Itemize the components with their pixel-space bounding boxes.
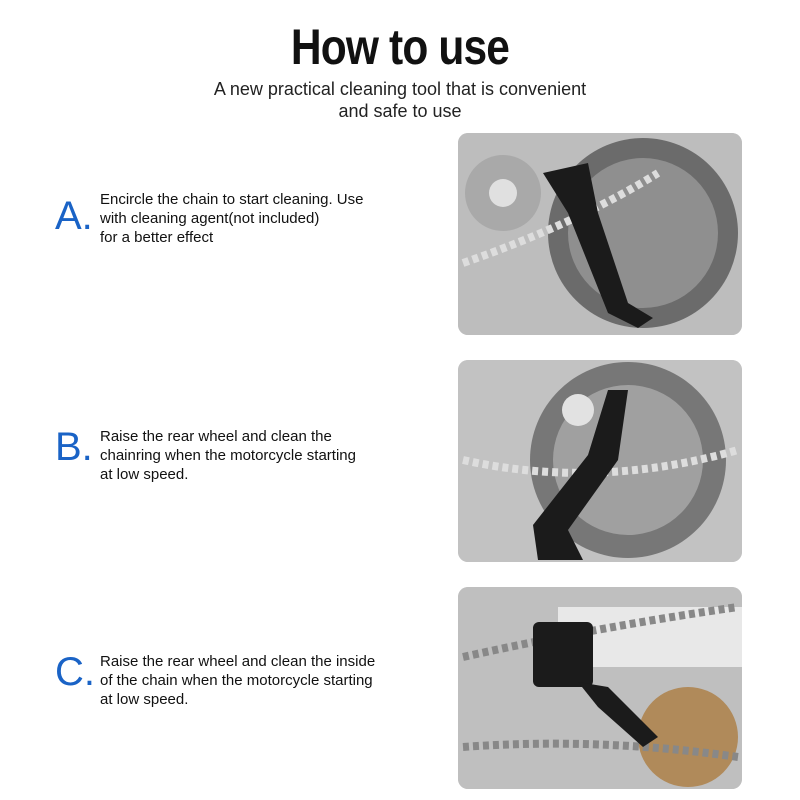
step-line: chainring when the motorcycle starting: [100, 447, 356, 464]
step-line: Raise the rear wheel and clean the: [100, 428, 332, 445]
step-c: [55, 652, 415, 732]
step-line: of the chain when the motorcycle starting: [100, 672, 373, 689]
subtitle-line: and safe to use: [338, 101, 462, 121]
subtitle-line: A new practical cleaning tool that is convenient: [213, 79, 587, 99]
step-b: [55, 427, 415, 507]
page-title: How to use: [290, 19, 510, 75]
step-line: at low speed.: [100, 466, 189, 483]
step-description: [100, 190, 363, 247]
photo-step-c: [458, 587, 742, 789]
step-description: [100, 427, 356, 484]
photo-illustration: [458, 133, 742, 335]
photo-step-b: [458, 360, 742, 562]
step-description: [100, 652, 375, 709]
step-line: at low speed.: [100, 691, 189, 708]
page-subtitle: [0, 78, 800, 122]
photo-illustration: [458, 360, 742, 562]
step-line: with cleaning agent(not included): [100, 210, 320, 227]
photo-step-a: [458, 133, 742, 335]
step-letter: A.: [55, 194, 93, 238]
step-letter: B.: [55, 425, 93, 469]
photo-illustration: [458, 587, 742, 789]
step-line: Encircle the chain to start cleaning. Use: [100, 191, 364, 208]
step-letter: C.: [55, 650, 95, 694]
step-a: [55, 190, 415, 270]
step-line: Raise the rear wheel and clean the inside: [100, 653, 376, 670]
step-line: for a better effect: [100, 229, 214, 246]
